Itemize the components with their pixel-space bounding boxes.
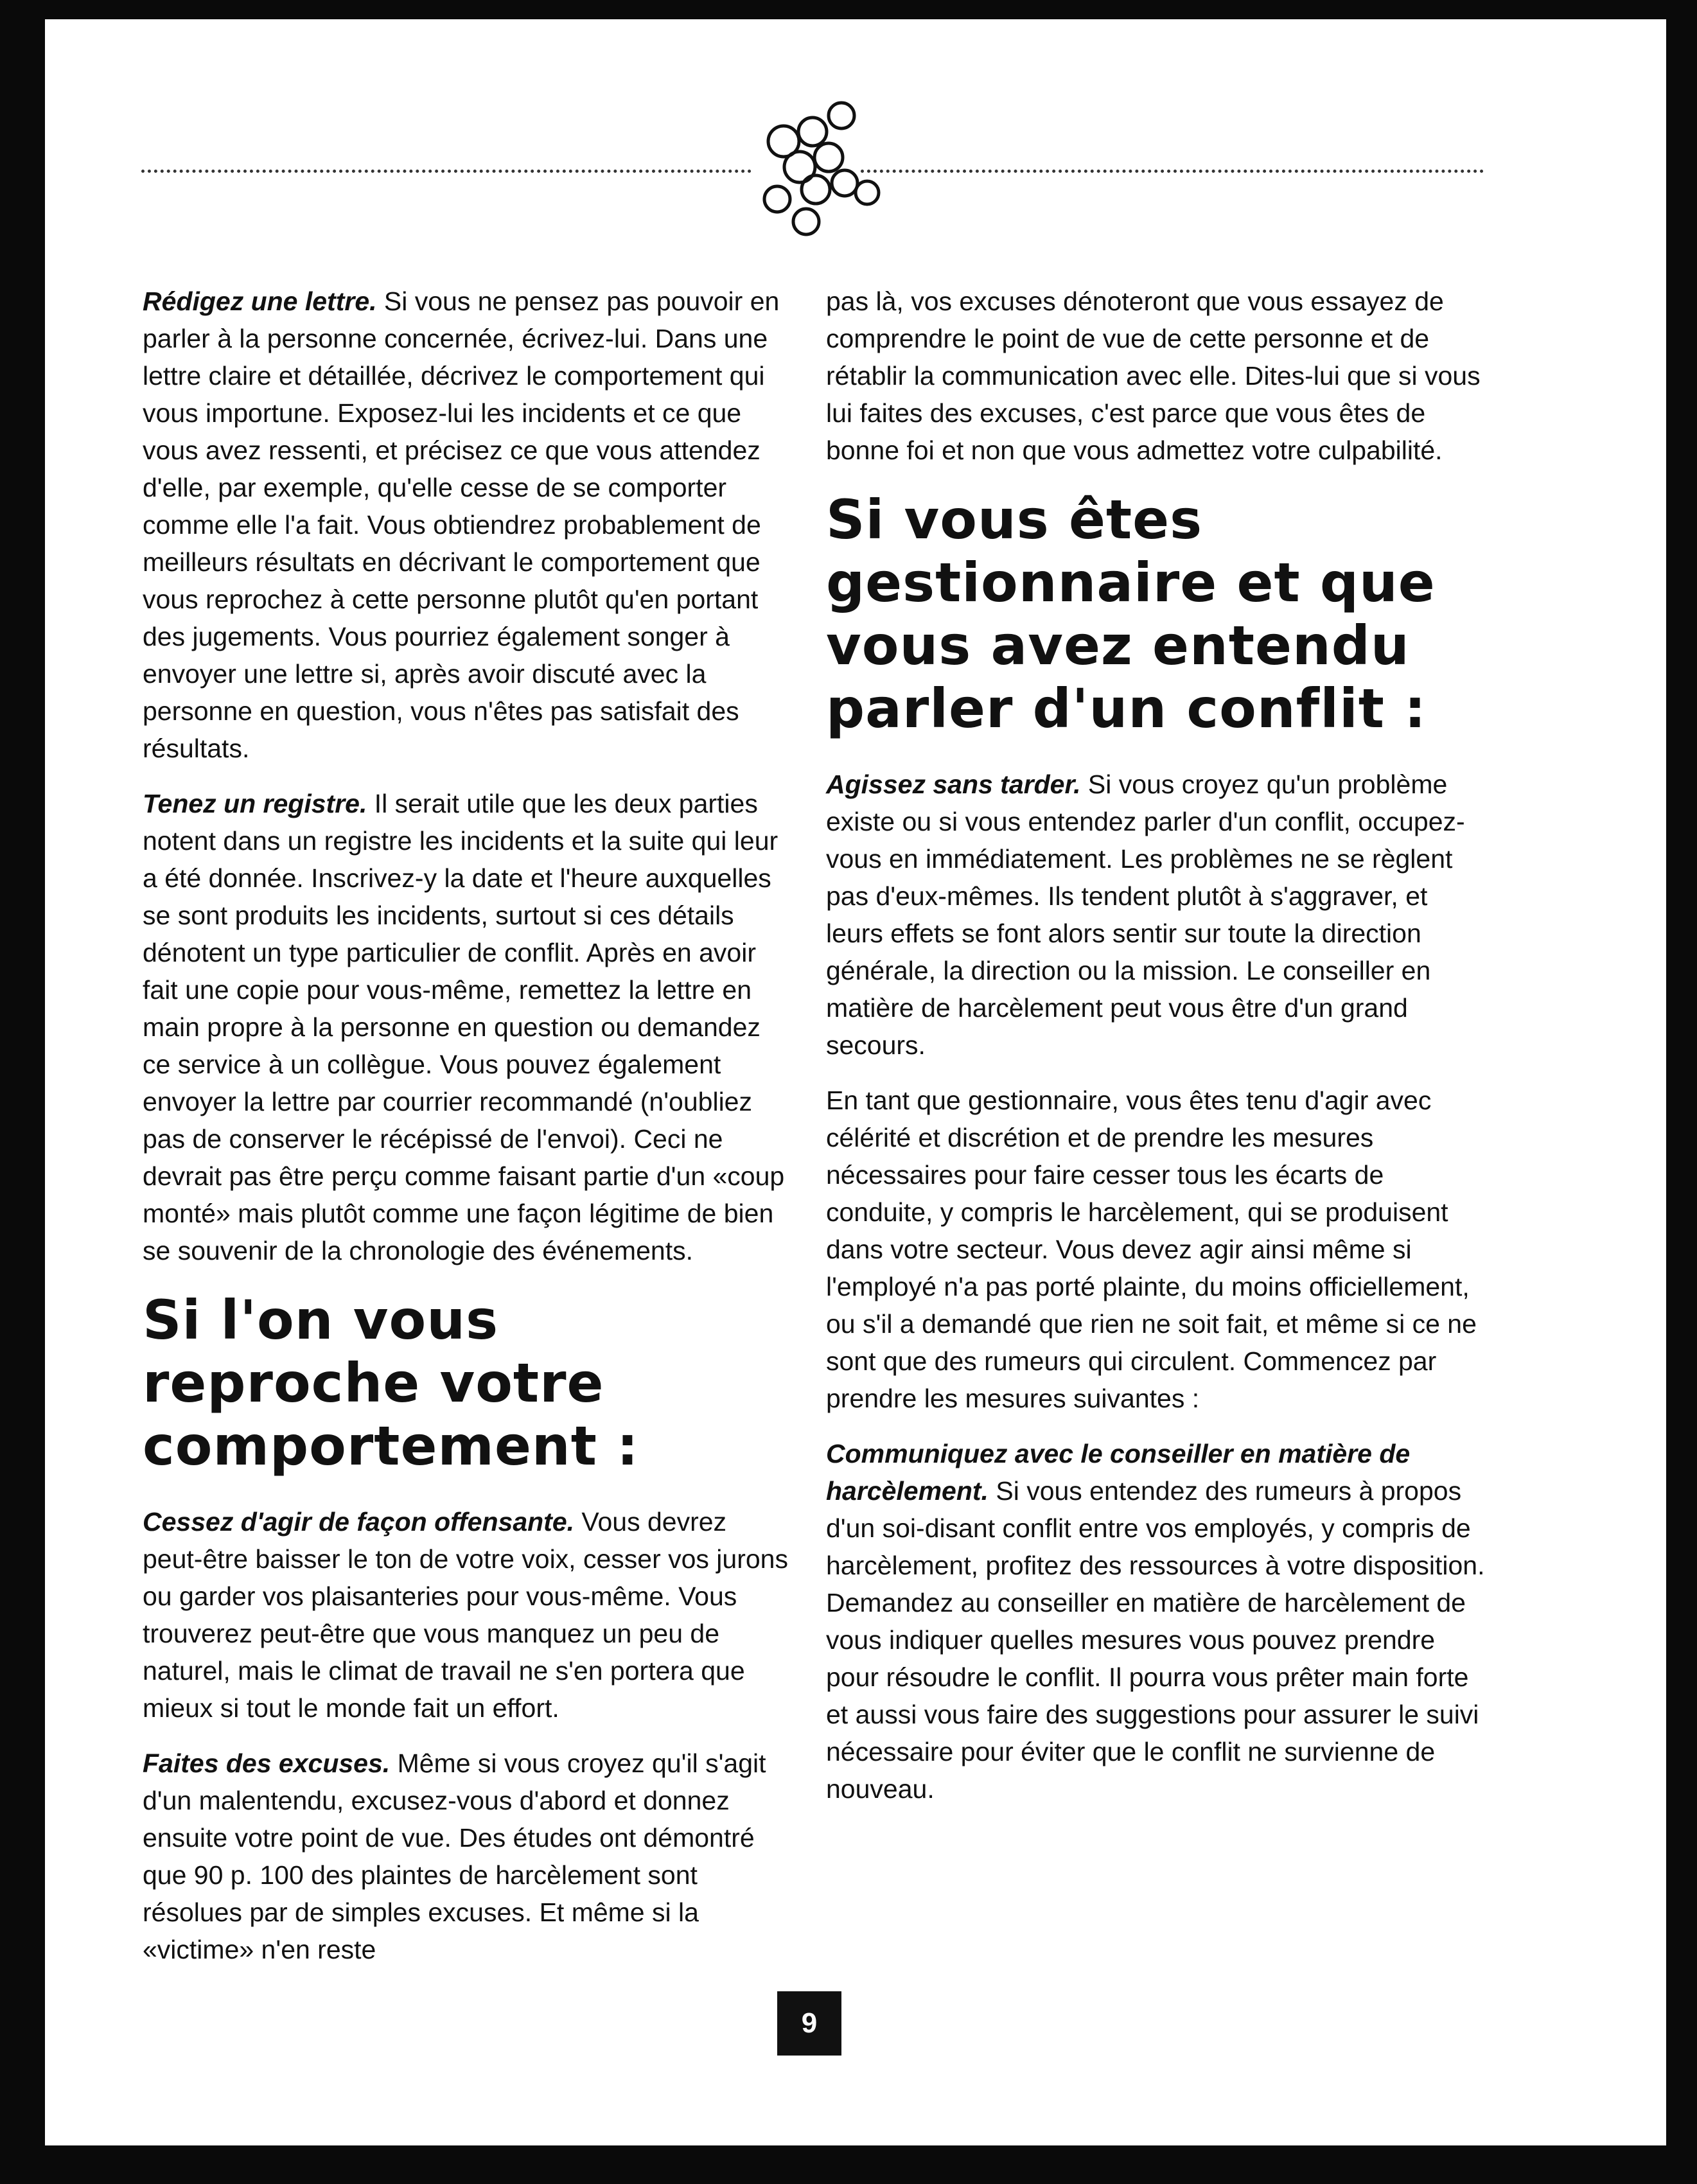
text-contact-advisor: Si vous entendez des rumeurs à propos d'un soi-disant conflit entre vos employés, y compris de harcèlement, profitez des ressources à votre disposition. Demandez au conseiller en matière de harcèlement de vous indiquer quelles mesures vous pouvez prendre pour résoudre le conflit. Il pourra vous prêter main forte et aussi vous faire des suggestions pour assurer le suivi nécessaire pour éviter que le conflit ne survienne de nouveau.: [826, 1476, 1485, 1804]
heading-if-reproached: Si l'on vous reproche votre comportement :: [143, 1289, 639, 1477]
page-number: 9: [777, 1991, 841, 2056]
lead-contact-advisor: Communiquez avec le conseiller en matière de harcèlement.: [826, 1439, 1411, 1506]
text-write-letter: Si vous ne pensez pas pouvoir en parler à la personne concernée, écrivez-lui. Dans une lettre claire et détaillée, décrivez le comportement qui vous importune. Exposez-lui les incidents et ce que vous avez ressenti, et précisez ce que vous attendez d'elle, par exemple, qu'elle cesse de se comporter comme elle l'a fait. Vous obtiendrez probablement de meilleurs résultats en décrivant le comportement que vous reprochez à cette personne plutôt qu'en portant des jugements. Vous pourriez également songer à envoyer une lettre si, après avoir discuté avec la personne en question, vous n'êtes pas satisfait des résultats.: [143, 286, 780, 763]
text-stop-offending: Vous devrez peut-être baisser le ton de votre voix, cesser vos jurons ou garder vos plaisanteries pour vous-même. Vous trouverez peut-être que vous manquez un peu de naturel, mais le climat de travail ne s'en portera que mieux si tout le monde fait un effort.: [143, 1507, 788, 1723]
text-keep-register: Il serait utile que les deux parties notent dans un registre les incidents et la suite qui leur a été donnée. Inscrivez-y la date et l'heure auxquelles se sont produits les incidents, surtout si ces détails dénotent un type particulier de conflit. Après en avoir fait une copie pour vous-même, remettez la lettre en main propre à la personne en question ou demandez ce service à un collègue. Vous pouvez également envoyer la lettre par courrier recommandé (n'oubliez pas de conserver le récépissé de l'envoi). Ceci ne devrait pas être perçu comme faisant partie d'un «coup monté» mais plutôt comme une façon légitime de bien se souvenir de la chronologie des événements.: [143, 789, 785, 1265]
lead-keep-register: Tenez un registre.: [143, 789, 367, 818]
heading-if-manager: Si vous êtes gestionnaire et que vous avez entendu parler d'un conflit :: [826, 488, 1436, 740]
scan-border-top: [0, 0, 1697, 19]
paragraph-apologize: [143, 1745, 791, 1968]
paragraph-keep-register: [143, 785, 791, 1269]
scan-border-left: [0, 0, 45, 2184]
right-column: [826, 283, 1491, 1826]
lead-apologize: Faites des excuses.: [143, 1748, 391, 1778]
lead-act-quickly: Agissez sans tarder.: [826, 770, 1081, 799]
scan-border-right: [1666, 0, 1697, 2184]
paragraph-act-quickly: [826, 766, 1491, 1064]
paragraph-manager-duty: En tant que gestionnaire, vous êtes tenu d'agir avec célérité et discrétion et de prendre les mesures nécessaires pour faire cesser tous les écarts de conduite, y compris le harcèlement, qui se produisent dans votre secteur. Vous devez agir ainsi même si l'employé n'a pas porté plainte, du moins officiellement, ou s'il a demandé que rien ne soit fait, et même si ce ne sont que des rumeurs qui circulent. Commencez par prendre les mesures suivantes :: [826, 1086, 1477, 1413]
lead-stop-offending: Cessez d'agir de façon offensante.: [143, 1507, 575, 1537]
paragraph-continuation: pas là, vos excuses dénoteront que vous essayez de comprendre le point de vue de cette personne et de rétablir la communication avec elle. Dites-lui que si vous lui faites des excuses, c'est parce que vous êtes de bonne foi et non que vous admettez votre culpabilité.: [826, 286, 1481, 465]
paragraph-contact-advisor: [826, 1435, 1491, 1808]
text-apologize: Même si vous croyez qu'il s'agit d'un malentendu, excusez-vous d'abord et donnez ensuite votre point de vue. Des études ont démontré que 90 p. 100 des plaintes de harcèlement sont résolues par de simples excuses. Et même si la «victime» n'en reste: [143, 1748, 766, 1964]
dotted-rule-right: [861, 170, 1484, 173]
text-act-quickly: Si vous croyez qu'un problème existe ou si vous entendez parler d'un conflit, occupez-vous en immédiatement. Les problèmes ne se règlent pas d'eux-mêmes. Ils tendent plutôt à s'aggraver, et leurs effets se font alors sentir sur toute la direction générale, la direction ou la mission. Le conseiller en matière de harcèlement peut vous être d'un grand secours.: [826, 770, 1465, 1060]
paragraph-write-letter: [143, 283, 791, 767]
interlocking-circles-ornament-icon: [739, 96, 886, 244]
dotted-rule-left: [141, 170, 752, 173]
paragraph-stop-offending: [143, 1503, 791, 1727]
scan-border-bottom: [0, 2145, 1697, 2184]
left-column: [143, 283, 791, 1986]
lead-write-letter: Rédigez une lettre.: [143, 286, 377, 316]
